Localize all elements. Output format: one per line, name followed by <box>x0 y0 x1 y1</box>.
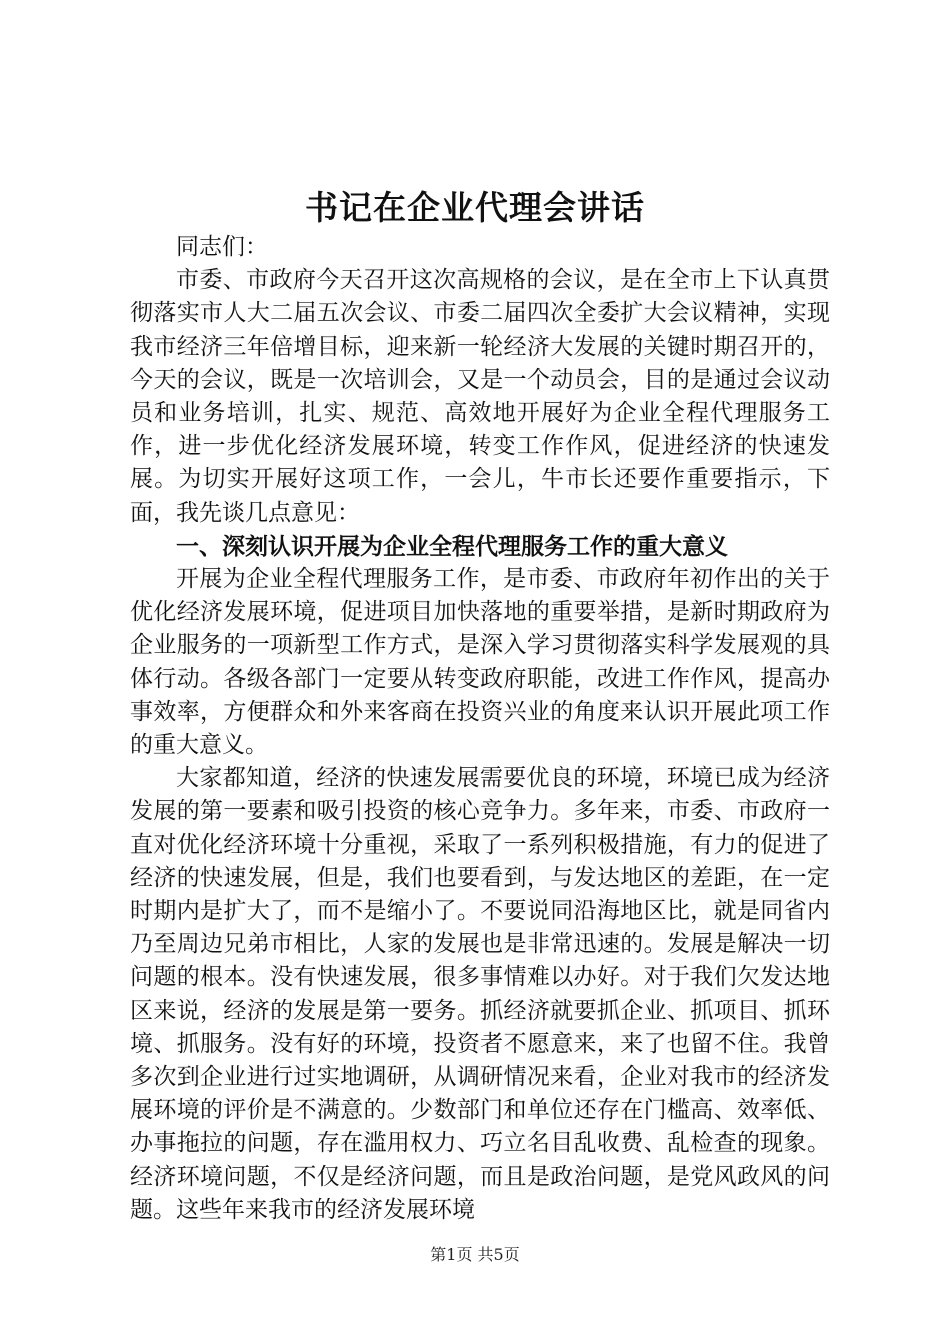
section-heading: 一、深刻认识开展为企业全程代理服务工作的重大意义 <box>176 532 728 560</box>
page-footer: 第1页 共5页 <box>430 1245 520 1264</box>
section-paragraph-2: 大家都知道，经济的快速发展需要优良的环境，环境已成为经济发展的第一要素和吸引投资的核心竞争力。多年来，市委、市政府一直对优化经济环境十分重视，采取了一系列积极措施，有力的促进了经济的快速发展，但是，我们也要看到，与发达地区的差距，在一定时期内是扩大了，而不是缩小了。不要说同沿海地区比，就是同省内乃至周边兄弟市相比，人家的发展也是非常迅速的。发展是解决一切问题的根本。没有快速发展，很多事情难以办好。对于我们欠发达地区来说，经济的发展是第一要务。抓经济就要抓企业、抓项目、抓环境、抓服务。没有好的环境，投资者不愿意来，来了也留不住。我曾多次到企业进行过实地调研，从调研情况来看，企业对我市的经济发展环境的评价是不满意的。少数部门和单位还存在门槛高、效率低、办事拖拉的问题，存在滥用权力、巧立名目乱收费、乱检查的现象。经济环境问题，不仅是经济问题，而且是政治问题，是党风政风的问题。这些年来我市的经济发展环境 <box>130 765 830 1223</box>
document-title: 书记在企业代理会讲话 <box>305 188 645 227</box>
section-paragraph-1: 开展为企业全程代理服务工作，是市委、市政府年初作出的关于优化经济发展环境，促进项目加快落地的重要举措，是新时期政府为企业服务的一项新型工作方式，是深入学习贯彻落实科学发展观的具体行动。各级各部门一定要从转变政府职能，改进工作作风，提高办事效率，方便群众和外来客商在投资兴业的角度来认识开展此项工作的重大意义。 <box>130 566 830 759</box>
intro-paragraph: 市委、市政府今天召开这次高规格的会议，是在全市上下认真贯彻落实市人大二届五次会议、市委二届四次全委扩大会议精神，实现我市经济三年倍增目标，迎来新一轮经济大发展的关键时期召开的，今天的会议，既是一次培训会，又是一个动员会，目的是通过会议动员和业务培训，扎实、规范、高效地开展好为企业全程代理服务工作，进一步优化经济发展环境，转变工作作风，促进经济的快速发展。为切实开展好这项工作，一会儿，牛市长还要作重要指示，下面，我先谈几点意见： <box>130 267 830 526</box>
document-body <box>130 231 830 1227</box>
salutation: 同志们： <box>176 234 268 260</box>
